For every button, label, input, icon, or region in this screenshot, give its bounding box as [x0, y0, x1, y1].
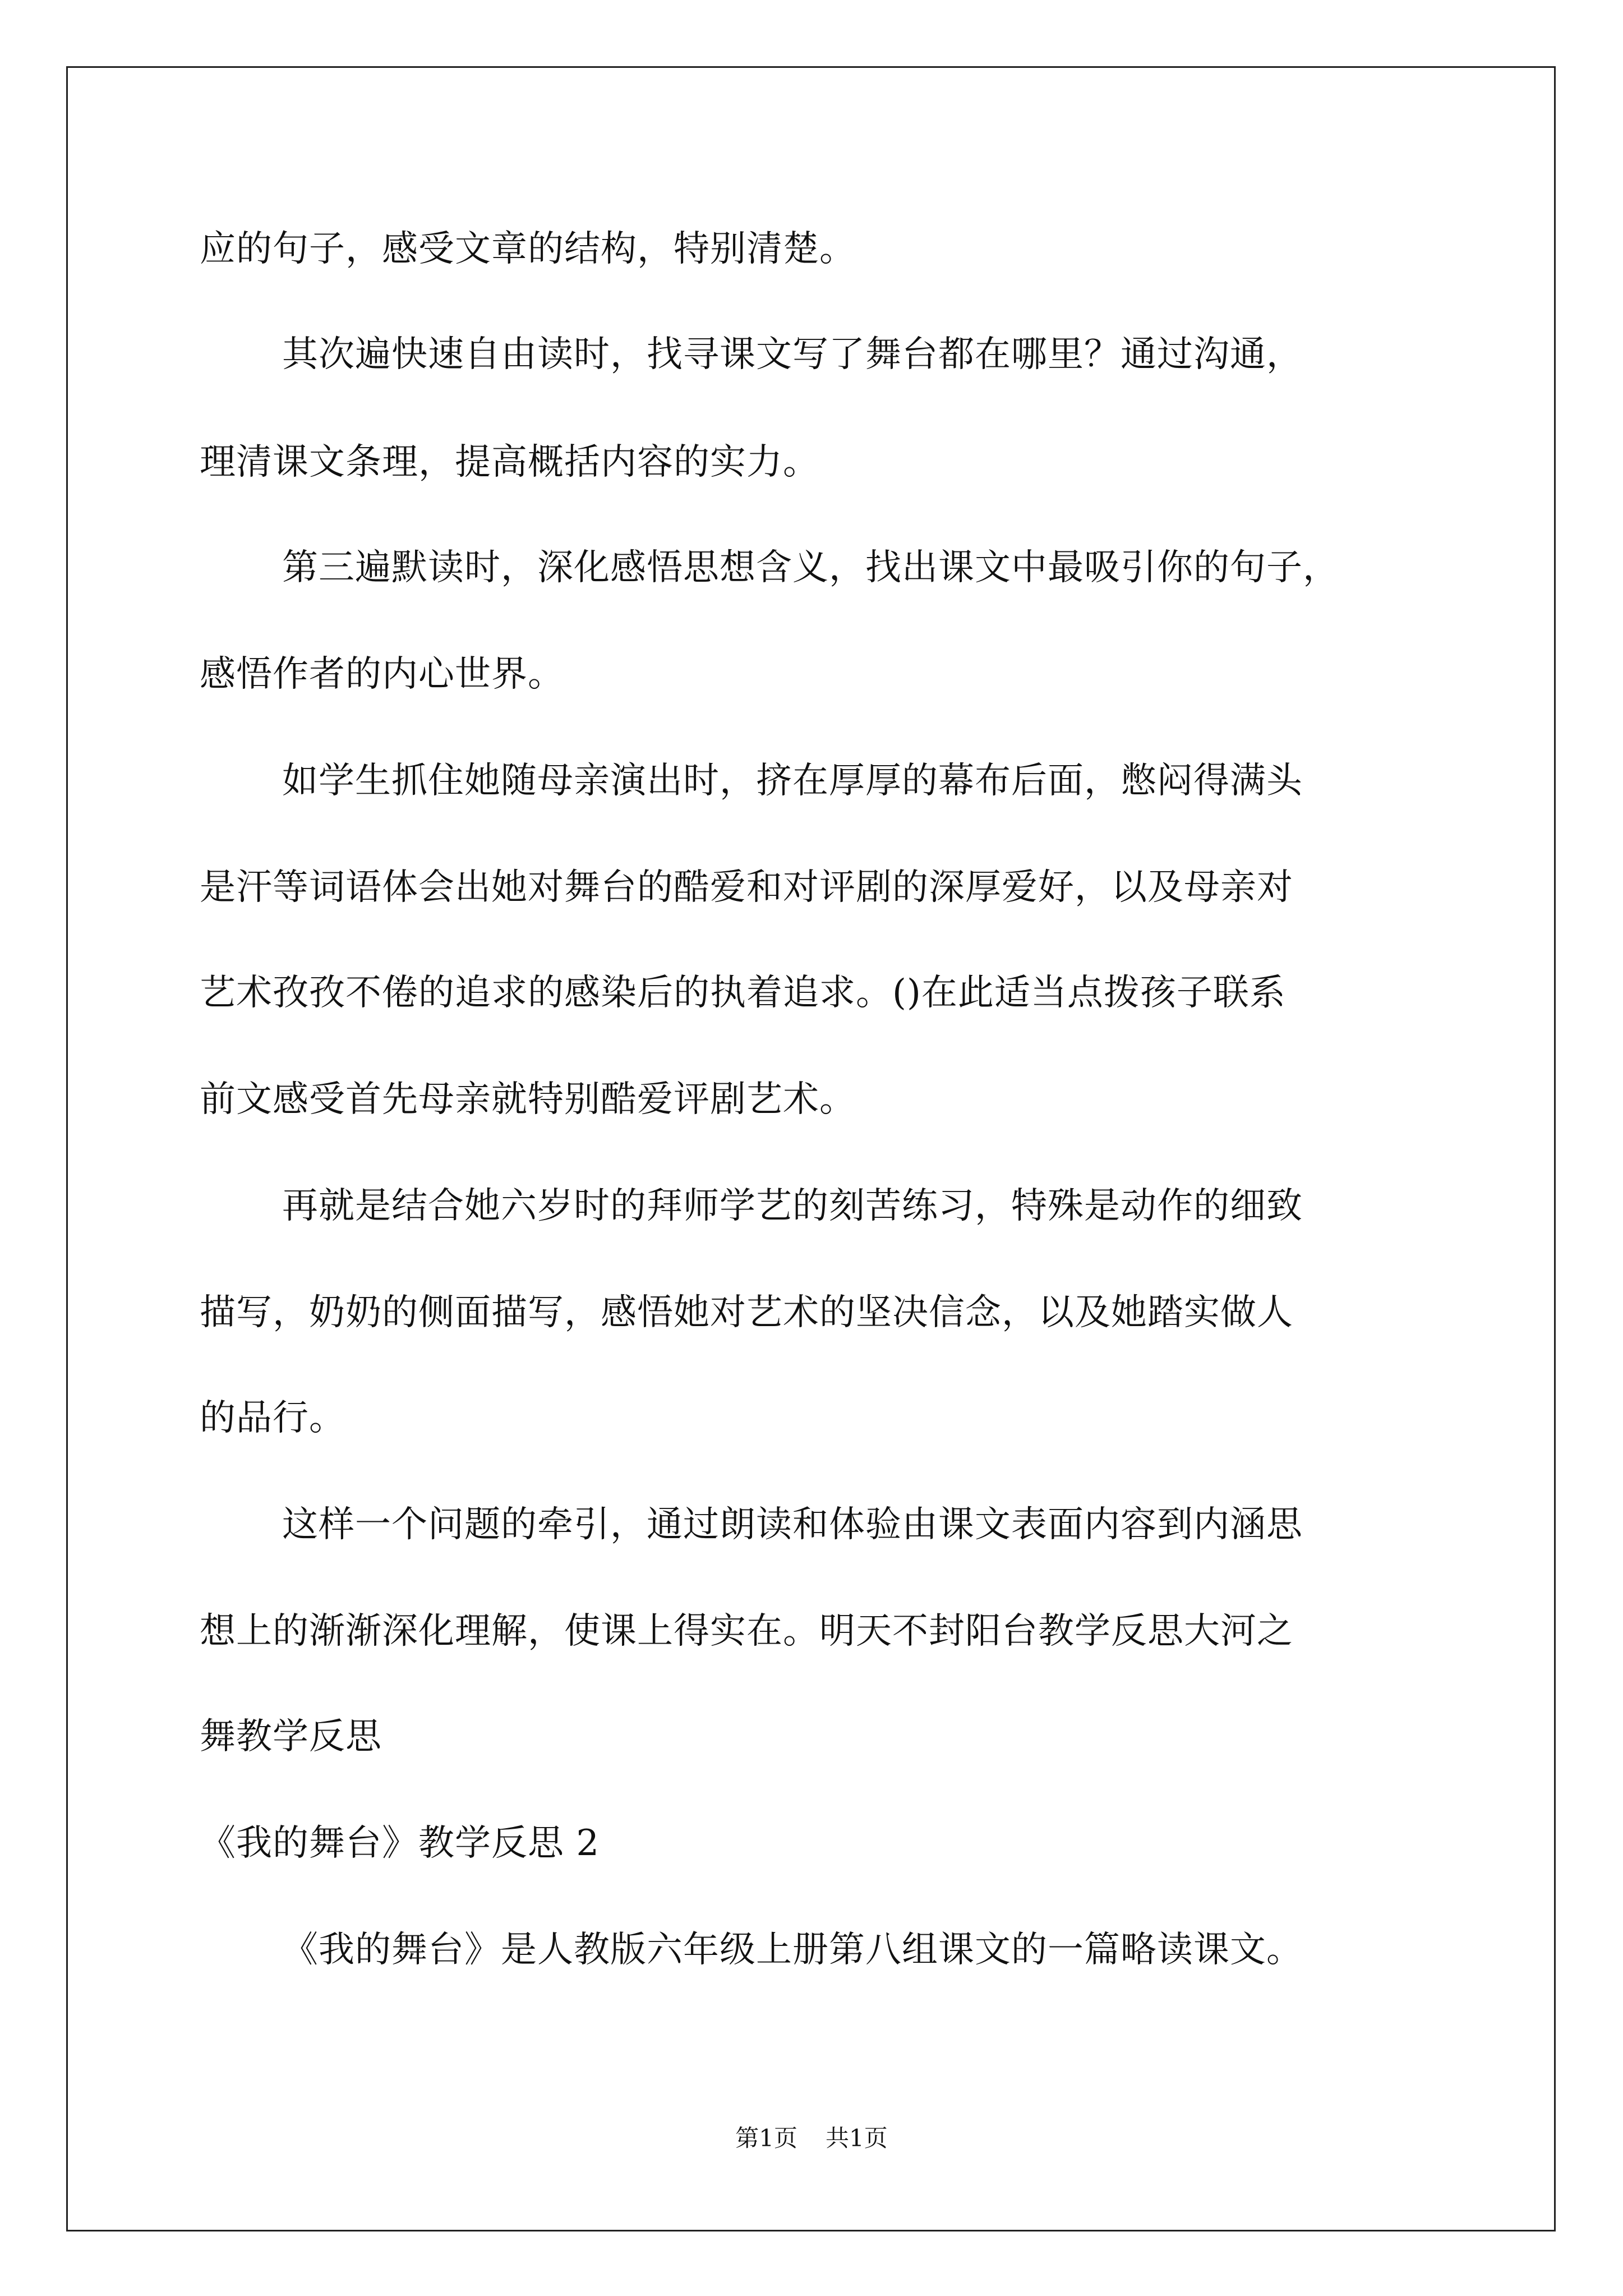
text-line: 艺术孜孜不倦的追求的感染后的执着追求。()在此适当点拨孩子联系 — [200, 972, 1286, 1014]
text-line: 第三遍默读时，深化感悟思想含义，找出课文中最吸引你的句子， — [282, 547, 1339, 588]
section-heading: 《我的舞台》教学反思 2 — [200, 1823, 600, 1864]
text-line: 描写，奶奶的侧面描写，感悟她对艺术的坚决信念，以及她踏实做人 — [200, 1292, 1293, 1333]
text-line: 《我的舞台》是人教版六年级上册第八组课文的一篇略读课文。 — [282, 1929, 1303, 1971]
text-line: 前文感受首先母亲就特别酷爱评剧艺术。 — [200, 1079, 856, 1120]
text-line: 这样一个问题的牵引，通过朗读和体验由课文表面内容到内涵思 — [282, 1504, 1303, 1545]
text-line: 如学生抓住她随母亲演出时，挤在厚厚的幕布后面，憋闷得满头 — [282, 760, 1303, 802]
text-line: 感悟作者的内心世界。 — [200, 654, 564, 695]
text-line: 的品行。 — [200, 1397, 345, 1439]
page-footer — [0, 2123, 1623, 2154]
text-line: 其次遍快速自由读时，找寻课文写了舞台都在哪里？通过沟通， — [282, 334, 1303, 375]
page-border — [66, 66, 1556, 2231]
page-total: 共1页 — [826, 2124, 888, 2152]
text-line: 应的句子，感受文章的结构，特别清楚。 — [200, 228, 856, 270]
text-line: 理清课文条理，提高概括内容的实力。 — [200, 441, 819, 483]
page-number: 第1页 — [735, 2124, 797, 2152]
text-line: 舞教学反思 — [200, 1716, 382, 1757]
text-line: 想上的渐渐深化理解，使课上得实在。明天不封阳台教学反思大河之 — [200, 1611, 1293, 1652]
text-line: 是汗等词语体会出她对舞台的酷爱和对评剧的深厚爱好，以及母亲对 — [200, 867, 1293, 908]
text-line: 再就是结合她六岁时的拜师学艺的刻苦练习，特殊是动作的细致 — [282, 1185, 1303, 1227]
